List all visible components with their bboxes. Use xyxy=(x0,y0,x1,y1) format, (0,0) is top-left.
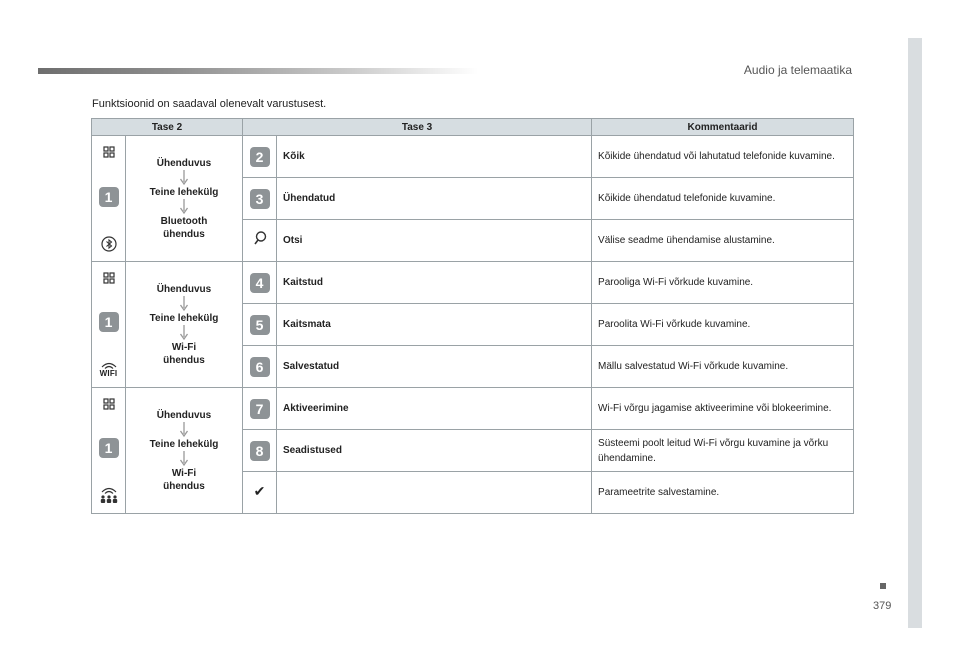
level2-flow-cell xyxy=(126,262,243,388)
comment-cell: Wi-Fi võrgu jagamise aktiveerimine või blokeerimine. xyxy=(592,388,854,430)
section-title: Audio ja telemaatika xyxy=(743,63,852,77)
level2-flow-cell xyxy=(126,388,243,514)
level3-icon-cell xyxy=(243,304,277,346)
level3-name: Otsi xyxy=(277,220,592,262)
comment-cell: Parameetrite salvestamine. xyxy=(592,472,854,514)
comment-cell: Kõikide ühendatud telefonide kuvamine. xyxy=(592,178,854,220)
flow-step: Wi-Fi ühendus xyxy=(163,341,205,366)
comment-cell: Mällu salvestatud Wi-Fi võrkude kuvamine. xyxy=(592,346,854,388)
level3-icon-cell xyxy=(243,346,277,388)
comment-cell: Paroolita Wi-Fi võrkude kuvamine. xyxy=(592,304,854,346)
column-header-comments: Kommentaarid xyxy=(592,119,854,136)
flow-step: Teine lehekülg xyxy=(149,186,219,198)
page-number: 379 xyxy=(873,600,892,612)
page-side-bar xyxy=(908,38,922,628)
level3-icon-cell xyxy=(243,262,277,304)
grid-icon xyxy=(103,398,115,410)
level2-flow-cell xyxy=(126,136,243,262)
comment-cell: Kõikide ühendatud või lahutatud telefonide kuvamine. xyxy=(592,136,854,178)
wifi-label: WIFI xyxy=(99,368,118,378)
bluetooth-icon xyxy=(101,236,117,252)
level3-name: Seadistused xyxy=(277,430,592,472)
arrow-down-icon xyxy=(179,325,189,341)
flow-step: Wi-Fi ühendus xyxy=(163,467,205,492)
wifi-icon xyxy=(100,361,118,378)
level2-icons-cell xyxy=(92,262,126,388)
step-badge: 6 xyxy=(250,357,270,377)
step-badge: 8 xyxy=(250,441,270,461)
level3-icon-cell xyxy=(243,178,277,220)
page-marker xyxy=(880,583,886,589)
comment-cell: Süsteemi poolt leitud Wi-Fi võrgu kuvamine ja võrku ühendamine. xyxy=(592,430,854,472)
grid-icon xyxy=(103,146,115,158)
flow-step: Ühenduvus xyxy=(156,283,212,295)
table-row xyxy=(92,262,854,304)
level3-name: Kaitsmata xyxy=(277,304,592,346)
comment-cell: Välise seadme ühendamise alustamine. xyxy=(592,220,854,262)
flow-step: Ühenduvus xyxy=(156,409,212,421)
wifi-share-icon xyxy=(99,486,119,504)
flow-step: Ühenduvus xyxy=(156,157,212,169)
checkmark-icon: ✔ xyxy=(253,483,266,499)
flow-step: Bluetooth ühendus xyxy=(160,215,208,240)
comment-cell: Parooliga Wi-Fi võrkude kuvamine. xyxy=(592,262,854,304)
level3-icon-cell xyxy=(243,430,277,472)
level3-name: Ühendatud xyxy=(277,178,592,220)
arrow-down-icon xyxy=(179,451,189,467)
level3-name: Aktiveerimine xyxy=(277,388,592,430)
table-row xyxy=(92,136,854,178)
arrow-down-icon xyxy=(179,170,189,186)
level3-name: Kõik xyxy=(277,136,592,178)
step-badge: 5 xyxy=(250,315,270,335)
level3-name: Kaitstud xyxy=(277,262,592,304)
intro-text: Funktsioonid on saadaval olenevalt varustusest. xyxy=(92,98,327,110)
table-header-row xyxy=(92,119,854,136)
level3-icon-cell xyxy=(243,220,277,262)
step-badge: 2 xyxy=(250,147,270,167)
level3-name xyxy=(277,472,592,514)
arrow-down-icon xyxy=(179,296,189,312)
flow-step: Teine lehekülg xyxy=(149,312,219,324)
function-table xyxy=(91,118,854,514)
flow-step: Teine lehekülg xyxy=(149,438,219,450)
step-badge: 1 xyxy=(99,312,119,332)
grid-icon xyxy=(103,272,115,284)
level3-icon-cell xyxy=(243,388,277,430)
step-badge: 3 xyxy=(250,189,270,209)
step-badge: 7 xyxy=(250,399,270,419)
column-header-level2: Tase 2 xyxy=(92,119,243,136)
step-badge: 1 xyxy=(99,187,119,207)
arrow-down-icon xyxy=(179,422,189,438)
level3-name: Salvestatud xyxy=(277,346,592,388)
step-badge: 4 xyxy=(250,273,270,293)
header-gradient-bar xyxy=(38,68,478,74)
arrow-down-icon xyxy=(179,199,189,215)
level3-icon-cell xyxy=(243,136,277,178)
table-row xyxy=(92,388,854,430)
column-header-level3: Tase 3 xyxy=(243,119,592,136)
step-badge: 1 xyxy=(99,438,119,458)
level2-icons-cell xyxy=(92,388,126,514)
level2-icons-cell xyxy=(92,136,126,262)
search-icon xyxy=(252,230,268,246)
level3-icon-cell xyxy=(243,472,277,514)
